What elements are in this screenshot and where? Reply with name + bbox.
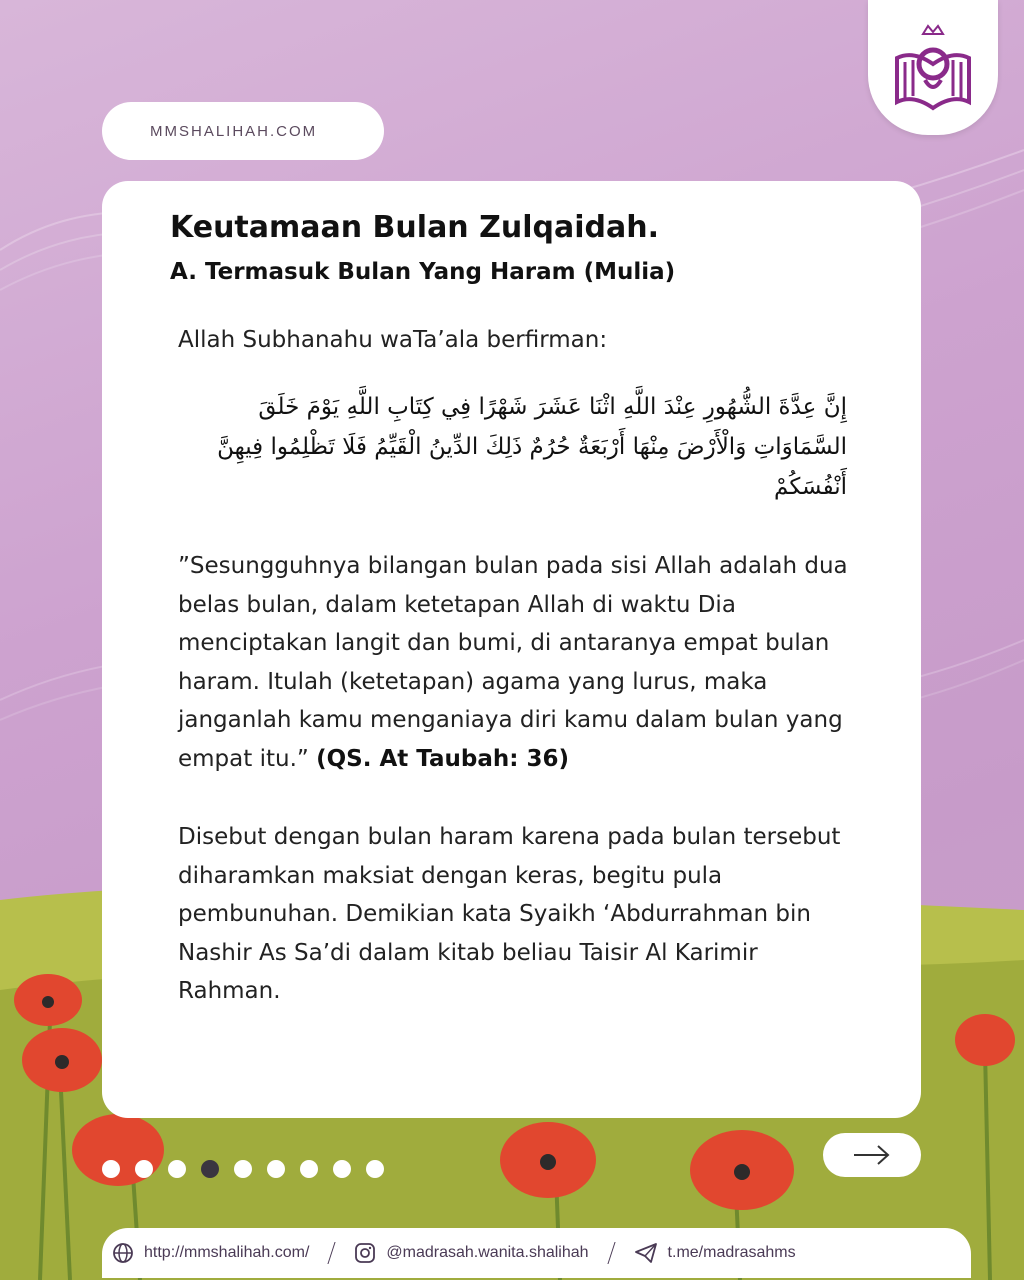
next-slide-button[interactable] — [823, 1133, 921, 1177]
footer-instagram-text: @madrasah.wanita.shalihah — [386, 1244, 589, 1261]
intro-text: Allah Subhanahu waTa’ala berfirman: — [178, 327, 608, 353]
card-subtitle: A. Termasuk Bulan Yang Haram (Mulia) — [170, 259, 676, 285]
translation-text: ”Sesungguhnya bilangan bulan pada sisi Allah adalah dua belas bulan, dalam ketetapan Allah di waktu Dia menciptakan langit dan bumi, di antaranya empat bulan haram. Itulah (ketetapan) agama yang lurus, maka janganlah kamu menganiaya diri kamu dalam bulan yang empat itu.” — [178, 553, 848, 772]
footer-website-text: http://mmshalihah.com/ — [144, 1244, 310, 1261]
pagination-dot[interactable] — [366, 1160, 384, 1178]
pagination-dot[interactable] — [102, 1160, 120, 1178]
footer-divider — [607, 1242, 615, 1264]
verse-reference: (QS. At Taubah: 36) — [316, 745, 569, 772]
pagination-dot[interactable] — [267, 1160, 285, 1178]
telegram-icon — [634, 1242, 658, 1264]
book-crown-logo-icon — [883, 20, 983, 115]
globe-icon — [112, 1242, 134, 1264]
footer-bar — [102, 1228, 971, 1278]
footer-instagram-link[interactable] — [354, 1242, 588, 1264]
footer-telegram-link[interactable] — [634, 1242, 796, 1264]
logo-tab — [868, 0, 998, 135]
footer-website-link[interactable] — [112, 1242, 309, 1264]
pagination-dot[interactable] — [333, 1160, 351, 1178]
footer-divider — [328, 1242, 336, 1264]
card-title: Keutamaan Bulan Zulqaidah. — [170, 210, 659, 245]
arabic-verse: إِنَّ عِدَّةَ الشُّهُورِ عِنْدَ اللَّهِ اثْنَا عَشَرَ شَهْرًا فِي كِتَابِ اللَّهِ يَوْمَ خَلَقَ السَّمَاوَاتِ وَالْأَرْضَ مِنْهَا أَرْبَعَةٌ حُرُمٌ ذَلِكَ الدِّينُ الْقَيِّمُ فَلَا تَظْلِمُوا فِيهِنَّ أَنْفُسَكُمْ — [217, 394, 847, 500]
arrow-right-icon — [852, 1143, 892, 1167]
pagination-dot[interactable] — [300, 1160, 318, 1178]
content-card — [102, 181, 921, 1118]
instagram-icon — [354, 1242, 376, 1264]
footer-telegram-text: t.me/madrasahms — [667, 1244, 796, 1261]
pagination-dots — [102, 1160, 384, 1178]
site-label-pill — [102, 102, 384, 160]
pagination-dot[interactable] — [168, 1160, 186, 1178]
pagination-dot[interactable] — [234, 1160, 252, 1178]
pagination-dot[interactable] — [201, 1160, 219, 1178]
explanation-text: Disebut dengan bulan haram karena pada bulan tersebut diharamkan maksiat dengan keras, begitu pula pembunuhan. Demikian kata Syaikh ‘Abdurrahman bin Nashir As Sa’di dalam kitab beliau Taisir Al Karimir Rahman. — [178, 824, 841, 1004]
site-label: MMSHALIHAH.COM — [150, 122, 318, 140]
pagination-dot[interactable] — [135, 1160, 153, 1178]
verse-translation — [178, 547, 861, 778]
